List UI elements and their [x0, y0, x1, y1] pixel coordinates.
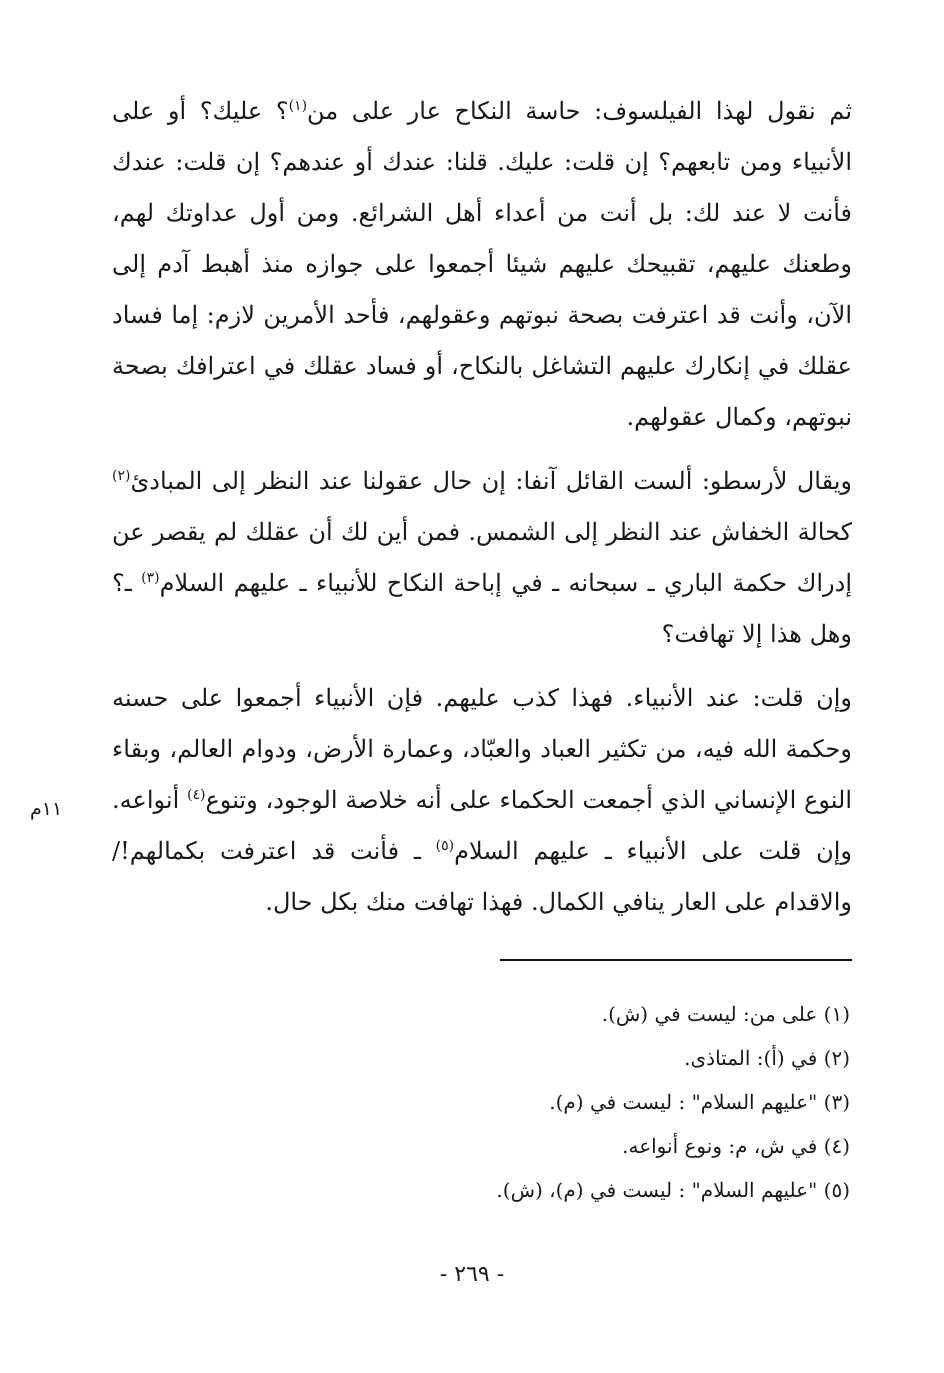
footnote-ref-5: (٥)	[435, 838, 455, 854]
footnote-ref-4: (٤)	[187, 787, 206, 803]
footnote-ref-1: (١)	[288, 98, 308, 114]
text-run: ثم نقول لهذا الفيلسوف: حاسة النكاح عار على من	[307, 97, 852, 125]
footnote-separator	[500, 959, 852, 961]
body-text	[112, 86, 852, 928]
page-number: - ٢٦٩ -	[439, 1262, 505, 1287]
footnote-5: (٥) "عليهم السلام" : ليست في (م)، (ش).	[496, 1178, 850, 1202]
footnote-3: (٣) "عليهم السلام" : ليست في (م).	[549, 1090, 850, 1114]
text-run: وإن قلت: عند الأنبياء. فهذا كذب عليهم. فإن الأنبياء أجمعوا على حسنه وحكمة الله فيه، من تكثير العباد والعبّاد، وعمارة الأرض، ودوام العالم، وبقاء النوع الإنساني الذي أجمعت الحكماء على أنه خلاصة الوجود، وتنوع	[112, 684, 852, 814]
footnote-ref-3: (٣)	[141, 570, 160, 586]
footnote-2: (٢) في (أ): المتاذى.	[684, 1046, 850, 1070]
paragraph-3	[112, 673, 852, 928]
paragraph-1	[112, 86, 852, 443]
footnote-1: (١) على من: ليست في (ش).	[601, 1002, 850, 1026]
margin-folio-note: ١١م	[30, 798, 63, 820]
footnotes	[330, 992, 850, 1212]
text-run: أنواعه. وإن قلت على الأنبياء ـ عليهم السلام	[112, 786, 852, 865]
paragraph-2	[112, 456, 852, 660]
footnote-ref-2: (٢)	[112, 468, 131, 484]
text-run: ؟ عليك؟ أو على الأنبياء ومن تابعهم؟ إن قلت: عليك. قلنا: عندك أو عندهم؟ إن قلت: عندك فأنت لا عند لك: بل أنت من أعداء أهل الشرائع. ومن أول عداوتك لهم، وطعنك عليهم، تقبيحك عليهم شيئا أجمعوا على جوازه منذ أهبط آدم إلى الآن، وأنت قد اعترفت بصحة نبوتهم وعقولهم، فأحد الأمرين لازم: إما فساد عقلك في إنكارك عليهم التشاغل بالنكاح، أو فساد عقلك في اعترافك بصحة نبوتهم، وكمال عقولهم.	[112, 97, 852, 431]
text-run: ـ فأنت قد اعترفت بكمالهم!/ والاقدام على العار ينافي الكمال. فهذا تهافت منك بكل حال.	[112, 837, 852, 916]
text-run: ويقال لأرسطو: ألست القائل آنفا: إن حال عقولنا عند النظر إلى المبادئ	[130, 467, 852, 495]
text-run: كحالة الخفاش عند النظر إلى الشمس. فمن أين لك أن عقلك لم يقصر عن إدراك حكمة الباري ـ سبحانه ـ في إباحة النكاح للأنبياء ـ عليهم السلام	[112, 518, 852, 597]
text-run: ـ؟ وهل هذا إلا تهافت؟	[112, 569, 852, 648]
footnote-4: (٤) في ش، م: ونوع أنواعه.	[622, 1134, 850, 1158]
